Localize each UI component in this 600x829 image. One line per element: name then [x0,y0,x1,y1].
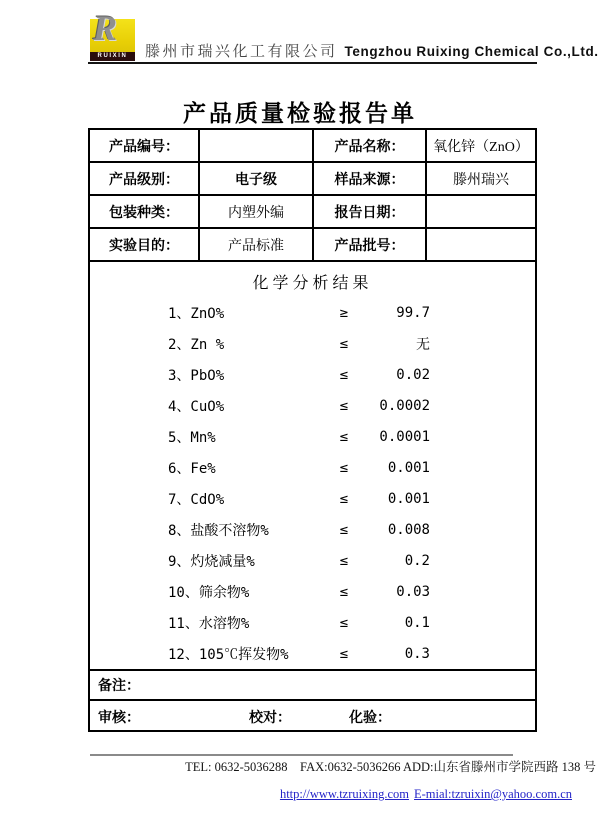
analysis-item-cdo [168,483,430,514]
batch-no-value [427,229,535,260]
assay-label: 化验： [349,709,391,725]
analysis-section [90,262,535,669]
remarks-row [90,669,535,699]
company-logo [90,8,135,61]
item-name: 1、ZnO% [168,305,225,322]
company-name-cn: 滕州市瑞兴化工有限公司 [145,44,338,60]
report-date-label: 报告日期： [314,196,427,227]
item-name: 7、CdO% [168,491,225,508]
item-name: 6、Fe% [168,460,216,477]
item-operator: ≤ [339,645,349,662]
item-name: 3、PbO% [168,367,225,384]
item-name: 9、灼烧减量% [168,553,255,570]
item-operator: ≤ [339,614,349,631]
item-name: 2、Zn % [168,336,225,353]
batch-no-label: 产品批号： [314,229,427,260]
remarks-label: 备注： [98,677,140,693]
logo-r-glyph: R [93,8,118,48]
contact-info: TEL: 0632-5036288 FAX:0632-5036266 ADD:山东省滕州市学院西路 138 号 [185,760,596,774]
item-value: 0.3 [404,645,430,662]
product-grade-value: 电子级 [200,163,314,194]
analysis-heading: 化学分析结果 [252,275,373,292]
item-name: 5、Mn% [168,429,216,446]
item-operator: ≤ [339,428,349,445]
item-value: 0.0001 [379,428,430,445]
item-name: 8、盐酸不溶物% [168,522,269,539]
analysis-item-water-soluble [168,607,430,638]
item-value: 0.02 [396,366,430,383]
analysis-item-zn [168,328,430,359]
packaging-type-label: 包装种类： [90,196,200,227]
item-name: 4、CuO% [168,398,225,415]
analysis-item-sieve-residue [168,576,430,607]
analysis-item-zno [168,297,430,328]
product-no-label: 产品编号： [90,130,200,161]
footer-links [256,772,572,817]
proofread-label: 校对： [249,709,291,725]
item-operator: ≤ [339,459,349,476]
logo-brand-text: RUIXIN [97,53,128,59]
table-row-product-grade [90,163,535,196]
item-value: 0.001 [387,459,430,476]
analysis-item-mn [168,421,430,452]
product-name-label: 产品名称： [314,130,427,161]
website-link[interactable]: http://www.tzruixing.com [279,787,409,801]
item-operator: ≤ [339,552,349,569]
item-operator: ≤ [339,521,349,538]
product-name-value: 氧化锌（ZnO） [433,139,529,155]
analysis-item-hcl-insoluble [168,514,430,545]
item-value: 0.0002 [379,397,430,414]
item-operator: ≤ [339,490,349,507]
item-value: 0.001 [387,490,430,507]
item-operator: ≤ [339,366,349,383]
item-value: 0.2 [404,552,430,569]
item-value: 0.008 [387,521,430,538]
footer-divider [90,754,513,756]
sample-source-value: 滕州瑞兴 [453,172,509,188]
item-name: 10、筛余物% [168,584,250,601]
item-operator: ≤ [339,335,349,352]
analysis-item-fe [168,452,430,483]
analysis-item-volatile [168,638,430,669]
product-grade-label: 产品级别： [90,163,200,194]
email-link[interactable]: E-mial:tzruixin@yahoo.com.cn [414,787,572,801]
report-table [88,128,537,732]
table-row-packaging [90,196,535,229]
item-value: 0.1 [404,614,430,631]
logo-brand-bar [90,52,135,61]
item-operator: ≤ [339,397,349,414]
packaging-type-value: 内塑外编 [200,196,314,227]
company-name-en: Tengzhou Ruixing Chemical Co.,Ltd. [344,44,599,59]
analysis-item-cuo [168,390,430,421]
test-purpose-label: 实验目的： [90,229,200,260]
item-operator: ≥ [339,304,349,321]
item-value: 99.7 [396,304,430,321]
table-row-product-no [90,130,535,163]
page-title: 产品质量检验报告单 [183,100,417,126]
item-name: 11、水溶物% [168,615,250,632]
header-divider [88,62,537,64]
test-purpose-value: 产品标准 [200,229,314,260]
item-value: 无 [416,336,430,353]
item-value: 0.03 [396,583,430,600]
item-operator: ≤ [339,583,349,600]
analysis-item-ignition-loss [168,545,430,576]
company-names [145,40,599,61]
analysis-item-pbo [168,359,430,390]
review-label: 审核： [98,709,140,725]
report-date-value [427,196,535,227]
sample-source-label: 样品来源： [314,163,427,194]
item-name: 12、105℃挥发物% [168,646,289,663]
signature-row [90,699,535,733]
product-no-value [200,130,314,161]
table-row-purpose [90,229,535,262]
